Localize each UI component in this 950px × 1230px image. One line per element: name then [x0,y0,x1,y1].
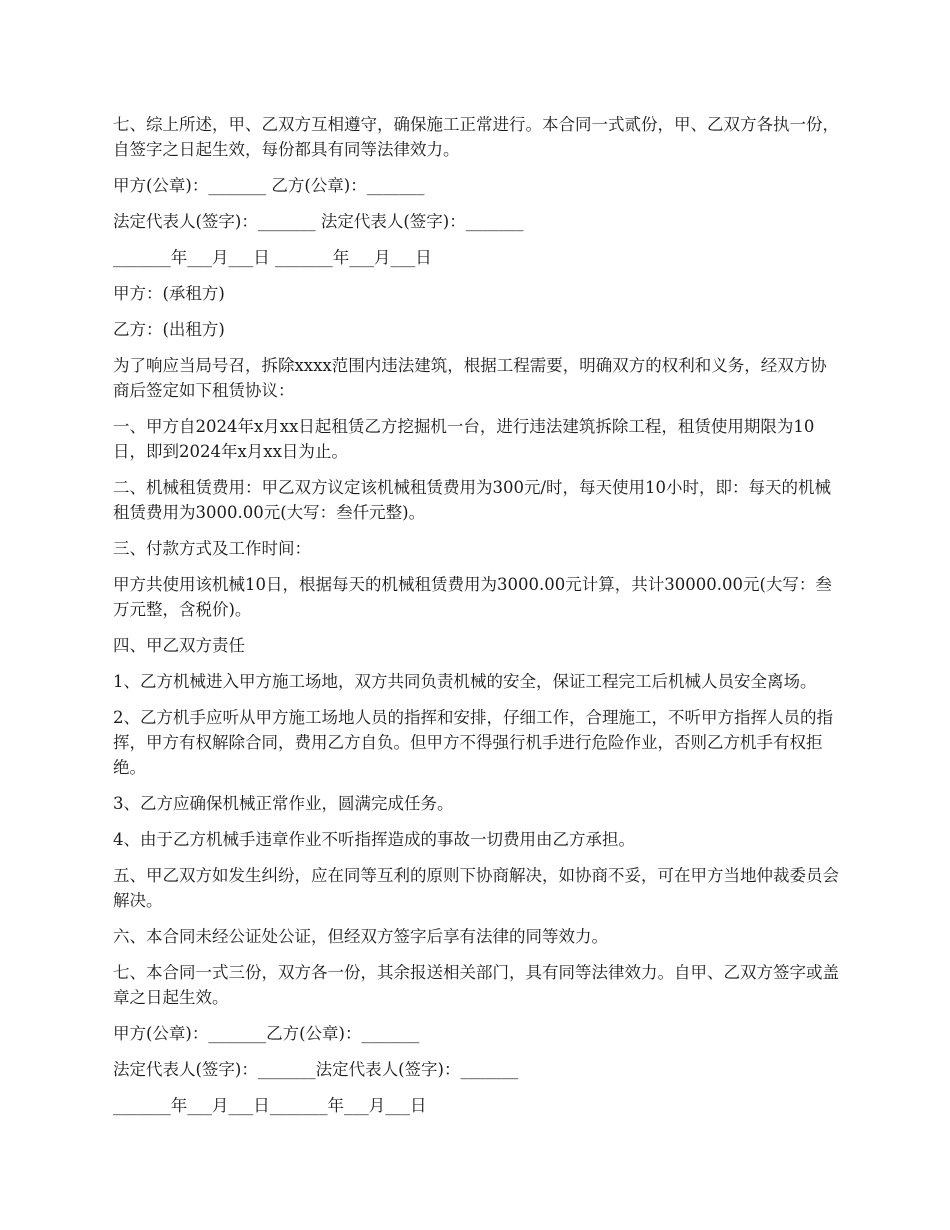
responsibility-2: 2、乙方机手应听从甲方施工场地人员的指挥和安排，仔细工作，合理施工，不听甲方指挥人员的指挥，甲方有权解除合同，费用乙方自负。但甲方不得强行机手进行危险作业，否则乙方机手有权拒绝。 [113,708,833,777]
seal-line: 甲方(公章)：_______ 乙方(公章)：_______ [113,176,425,195]
signature-line-2: 法定代表人(签字)：_______法定代表人(签字)：_______ [113,1060,519,1079]
clause-4-heading: 四、甲乙双方责任 [113,636,245,655]
clause-2-rental-fee: 二、机械租赁费用：甲乙双方议定该机械租赁费用为300元/时，每天使用10小时，即：每天的机械租赁费用为3000.00元(大写：叁仟元整)。 [113,478,832,522]
party-a-label: 甲方：(承租方) [113,284,225,303]
responsibility-3: 3、乙方应确保机械正常作业，圆满完成任务。 [113,794,454,813]
party-b-label: 乙方：(出租方) [113,320,225,339]
signature-line: 法定代表人(签字)：_______ 法定代表人(签字)：_______ [113,212,524,231]
clause-6-notarization: 六、本合同未经公证处公证，但经双方签字后享有法律的同等效力。 [113,927,608,946]
date-line-2: _______年___月___日_______年___月___日 [113,1096,427,1115]
responsibility-1: 1、乙方机械进入甲方施工场地，双方共同负责机械的安全，保证工程完工后机械人员安全离场。 [113,672,817,691]
seal-line-2: 甲方(公章)：_______乙方(公章)：_______ [113,1024,420,1043]
clause-5-disputes: 五、甲乙双方如发生纠纷，应在同等互利的原则下协商解决，如协商不妥，可在甲方当地仲裁委员会解决。 [113,866,839,910]
clause-3-payment: 甲方共使用该机械10日，根据每天的机械租赁费用为3000.00元计算，共计30000.00元(大写：叁万元整，含税价)。 [113,575,832,619]
clause-7-copies: 七、本合同一式三份，双方各一份，其余报送相关部门，具有同等法律效力。自甲、乙双方签字或盖章之日起生效。 [113,963,839,1007]
preamble: 为了响应当局号召，拆除xxxx范围内违法建筑，根据工程需要，明确双方的权利和义务，经双方协商后签定如下租赁协议： [113,356,827,400]
responsibility-4: 4、由于乙方机械手违章作业不听指挥造成的事故一切费用由乙方承担。 [113,830,635,849]
clause-1-rental-period: 一、甲方自2024年x月xx日起租赁乙方挖掘机一台，进行违法建筑拆除工程，租赁使用期限为10日，即到2024年x月xx日为止。 [113,417,815,461]
document-page [113,112,843,1129]
date-line: _______年___月___日 _______年___月___日 [113,248,432,267]
clause-3-heading: 三、付款方式及工作时间： [113,539,311,558]
clause-7-summary: 七、综上所述，甲、乙双方互相遵守，确保施工正常进行。本合同一式贰份，甲、乙双方各执一份，自签字之日起生效，每份都具有同等法律效力。 [113,115,839,159]
